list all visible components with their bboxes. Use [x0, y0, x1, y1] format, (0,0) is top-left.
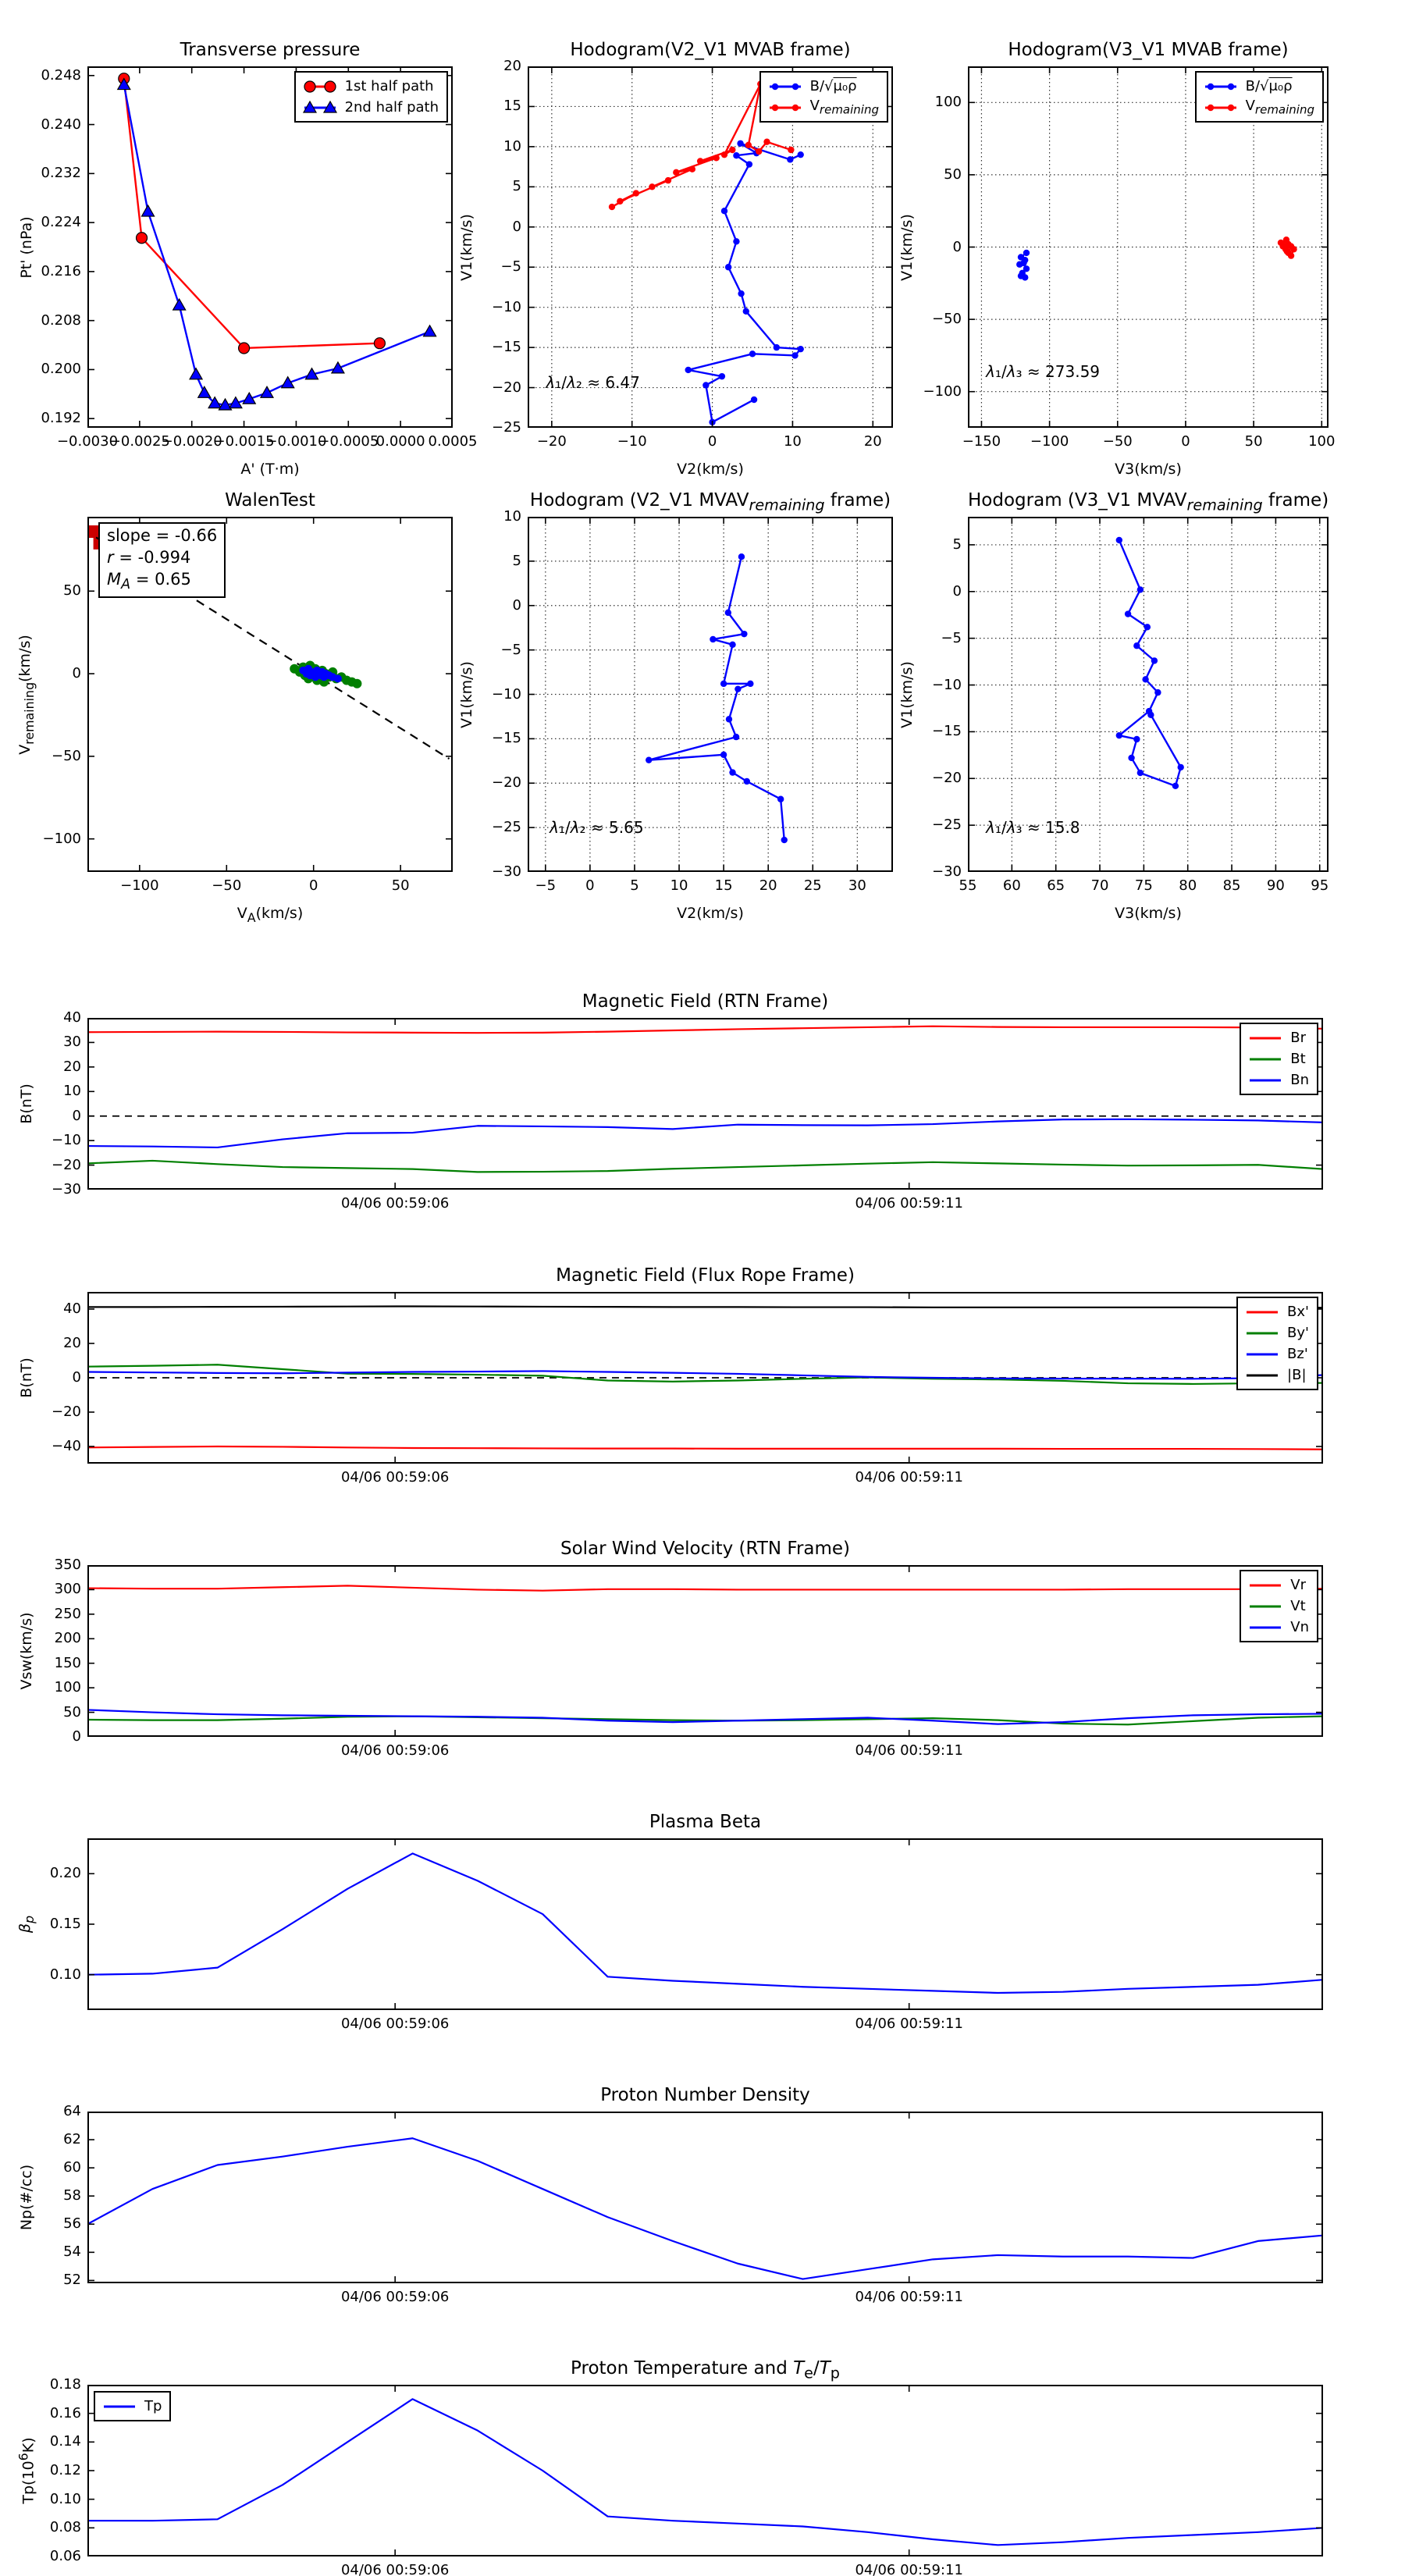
hodogram-v3v1-mvab-ytick: −50 [932, 311, 962, 328]
legend-label: Tp [144, 2398, 162, 2414]
proton-temp-ytick: 0.14 [49, 2433, 81, 2450]
hodogram-v2v1-mvab-ytick: −15 [492, 339, 521, 356]
transverse-pressure-ytick: 0.232 [41, 165, 81, 182]
mag-rtn-ytick: 10 [63, 1083, 81, 1100]
vsw-rtn-ytick: 300 [54, 1581, 81, 1598]
hodogram-v2v1-mvab-ytick: −10 [492, 298, 521, 315]
legend-label: Br [1290, 1030, 1306, 1046]
plasma-beta-plot-area [87, 1838, 1323, 2010]
hodogram-v2v1-mvav-ytick: 0 [512, 596, 521, 614]
vsw-rtn-xtick: 04/06 00:59:11 [855, 1742, 963, 1759]
mag-fluxrope-ytick: 40 [63, 1300, 81, 1317]
legend-label: $V_{remaining}$ [809, 98, 879, 117]
hodogram-v2v1-mvab-annotation: λ₁/λ₂ ≈ 6.47 [546, 372, 640, 392]
hodogram-v2v1-mvab-xtick: 10 [783, 433, 802, 450]
proton-temp-ytick: 0.10 [49, 2490, 81, 2507]
hodogram-v3v1-mvav-ylabel: V1(km/s) [898, 660, 916, 728]
hodogram-v2v1-mvab-title: Hodogram(V2_V1 MVAB frame) [570, 40, 851, 60]
vsw-rtn-ytick: 150 [54, 1654, 81, 1671]
hodogram-v2v1-mvab-ytick: 5 [512, 178, 521, 195]
plasma-beta-title: Plasma Beta [649, 1812, 762, 1832]
legend-label: B/√μ₀ρ [1245, 78, 1293, 94]
mag-rtn-ytick: −30 [52, 1181, 81, 1197]
hodogram-v2v1-mvav-xlabel: V2(km/s) [677, 905, 744, 922]
proton-density-xtick: 04/06 00:59:11 [855, 2289, 963, 2305]
hodogram-v3v1-mvab-ytick: 50 [944, 165, 962, 183]
proton-density-ytick: 52 [63, 2272, 81, 2289]
hodogram-v3v1-mvav-ytick: −15 [932, 723, 962, 740]
proton-temp-ytick: 0.16 [49, 2404, 81, 2421]
hodogram-v2v1-mvab-xlabel: V2(km/s) [677, 461, 744, 478]
proton-temp-plot-area [87, 2385, 1323, 2556]
proton-density-ylabel: Np(#/cc) [18, 2164, 35, 2231]
transverse-pressure-ytick: 0.192 [41, 410, 81, 427]
vsw-rtn-ytick: 250 [54, 1605, 81, 1622]
walen-test-ytick: 0 [72, 665, 81, 682]
transverse-pressure-xtick: −0.0010 [265, 433, 327, 450]
legend-label: By' [1287, 1325, 1309, 1341]
transverse-pressure-ytick: 0.224 [41, 214, 81, 231]
proton-density-ytick: 56 [63, 2215, 81, 2233]
hodogram-v3v1-mvav-xtick: 55 [959, 877, 977, 894]
proton-temp-xtick: 04/06 00:59:11 [855, 2562, 963, 2576]
walen-test-ytick: 50 [63, 582, 81, 600]
transverse-pressure-ytick: 0.240 [41, 116, 81, 133]
hodogram-v3v1-mvav-ytick: 0 [952, 582, 962, 600]
hodogram-v3v1-mvav-annotation: λ₁/λ₃ ≈ 15.8 [986, 817, 1080, 837]
legend-label: $V_{remaining}$ [1245, 98, 1314, 117]
hodogram-v3v1-mvab-ylabel: V1(km/s) [898, 213, 916, 281]
proton-density-xtick: 04/06 00:59:06 [340, 2289, 450, 2305]
hodogram-v3v1-mvav-xtick: 60 [1002, 877, 1021, 894]
transverse-pressure-ytick: 0.216 [41, 262, 81, 279]
legend-label: Bz' [1287, 1346, 1308, 1362]
transverse-pressure-title: Transverse pressure [180, 40, 361, 60]
transverse-pressure-ytick: 0.248 [41, 66, 81, 84]
hodogram-v2v1-mvav-title: Hodogram (V2_V1 $MVAV_{remaining}$ frame) [529, 490, 891, 514]
legend-label: Bt [1290, 1051, 1306, 1067]
mag-fluxrope-xtick: 04/06 00:59:11 [855, 1469, 963, 1485]
vsw-rtn-xtick: 04/06 00:59:06 [340, 1742, 450, 1759]
transverse-pressure-xtick: −0.0020 [161, 433, 222, 450]
hodogram-v3v1-mvab-ytick: 0 [952, 238, 962, 255]
transverse-pressure-xlabel: A' (T·m) [240, 461, 300, 478]
proton-density-ytick: 62 [63, 2131, 81, 2148]
mag-fluxrope-title: Magnetic Field (Flux Rope Frame) [556, 1265, 855, 1286]
hodogram-v3v1-mvab-annotation: λ₁/λ₃ ≈ 273.59 [986, 361, 1101, 381]
hodogram-v3v1-mvav-xtick: 95 [1311, 877, 1329, 894]
proton-density-ytick: 58 [63, 2187, 81, 2204]
hodogram-v3v1-mvav-ytick: −30 [932, 863, 962, 880]
hodogram-v2v1-mvab-xtick: 20 [863, 433, 882, 450]
hodogram-v2v1-mvav-ytick: −30 [492, 863, 521, 880]
mag-fluxrope-ytick: −40 [52, 1438, 81, 1454]
hodogram-v2v1-mvab-ytick: 20 [503, 58, 521, 74]
transverse-pressure-ytick: 0.208 [41, 311, 81, 329]
proton-density-ytick: 64 [63, 2103, 81, 2119]
mag-rtn-xtick: 04/06 00:59:06 [340, 1195, 450, 1212]
hodogram-v2v1-mvab-ytick: 0 [512, 218, 521, 235]
hodogram-v2v1-mvav-xtick: 20 [759, 877, 777, 894]
hodogram-v3v1-mvav-xtick: 90 [1266, 877, 1285, 894]
vsw-rtn-ytick: 0 [72, 1728, 81, 1745]
mag-rtn-ylabel: B(nT) [18, 1083, 35, 1124]
legend-label: 1st half path [344, 78, 434, 94]
hodogram-v3v1-mvav-ytick: −20 [932, 770, 962, 787]
vsw-rtn-ylabel: Vsw(km/s) [18, 1612, 35, 1690]
hodogram-v3v1-mvav-xlabel: V3(km/s) [1115, 905, 1182, 922]
mag-rtn-ytick: 20 [63, 1058, 81, 1075]
hodogram-v2v1-mvav-ytick: −25 [492, 819, 521, 836]
transverse-pressure-plot-area [87, 66, 453, 428]
hodogram-v2v1-mvav-ytick: −20 [492, 774, 521, 792]
legend-label: |B| [1287, 1367, 1307, 1383]
hodogram-v2v1-mvav-ytick: −5 [500, 641, 521, 658]
hodogram-v3v1-mvav-ytick: −10 [932, 676, 962, 693]
hodogram-v2v1-mvab-ytick: 10 [503, 137, 521, 155]
proton-density-plot-area [87, 2112, 1323, 2283]
walen-test-stats-box: slope = -0.66 r = -0.994 $M_A = 0.65$ [98, 522, 226, 598]
hodogram-v3v1-mvab-xlabel: V3(km/s) [1115, 461, 1182, 478]
transverse-pressure-xtick: 0.0000 [375, 433, 425, 450]
hodogram-v3v1-mvab-title: Hodogram(V3_V1 MVAB frame) [1008, 40, 1289, 60]
vsw-rtn-title: Solar Wind Velocity (RTN Frame) [560, 1539, 851, 1559]
hodogram-v2v1-mvab-ytick: −25 [492, 419, 521, 436]
proton-temp-ytick: 0.06 [49, 2548, 81, 2564]
hodogram-v3v1-mvav-xtick: 80 [1179, 877, 1197, 894]
hodogram-v3v1-mvab-ytick: 100 [934, 94, 962, 111]
vsw-rtn-ytick: 100 [54, 1679, 81, 1696]
hodogram-v2v1-mvab-xtick: −20 [536, 433, 567, 450]
hodogram-v2v1-mvab-xtick: −10 [617, 433, 647, 450]
mag-fluxrope-xtick: 04/06 00:59:06 [340, 1469, 450, 1485]
hodogram-v2v1-mvab-ytick: −5 [500, 258, 521, 276]
hodogram-v3v1-mvab-xtick: −100 [1030, 433, 1069, 450]
hodogram-v3v1-mvav-xtick: 70 [1090, 877, 1109, 894]
proton-density-ytick: 54 [63, 2243, 81, 2261]
hodogram-v3v1-mvav-xtick: 65 [1047, 877, 1065, 894]
hodogram-v2v1-mvav-xtick: 25 [803, 877, 822, 894]
plasma-beta-ytick: 0.15 [49, 1916, 81, 1932]
transverse-pressure-ylabel: Pt' (nPa) [18, 215, 35, 279]
hodogram-v2v1-mvav-ytick: 10 [503, 508, 521, 525]
mag-fluxrope-ylabel: B(nT) [18, 1357, 35, 1398]
hodogram-v2v1-mvav-annotation: λ₁/λ₂ ≈ 5.65 [550, 817, 644, 837]
hodogram-v3v1-mvab-xtick: −150 [962, 433, 1001, 450]
mag-fluxrope-ytick: −20 [52, 1404, 81, 1420]
hodogram-v3v1-mvab-xtick: −50 [1102, 433, 1133, 450]
proton-temp-ytick: 0.12 [49, 2462, 81, 2478]
hodogram-v2v1-mvav-xtick: 10 [670, 877, 688, 894]
hodogram-v2v1-mvav-xtick: 15 [714, 877, 733, 894]
mag-rtn-title: Magnetic Field (RTN Frame) [582, 991, 829, 1012]
plasma-beta-ytick: 0.20 [49, 1865, 81, 1882]
transverse-pressure-xtick: −0.0015 [213, 433, 275, 450]
mag-rtn-ytick: −10 [52, 1132, 81, 1149]
mag-rtn-xtick: 04/06 00:59:11 [855, 1195, 963, 1212]
proton-temp-ylabel: $Tp(10^6K)$ [16, 2437, 37, 2504]
proton-density-title: Proton Number Density [600, 2085, 810, 2105]
plasma-beta-xtick: 04/06 00:59:06 [340, 2016, 450, 2032]
transverse-pressure-xtick: −0.0025 [108, 433, 170, 450]
walen-test-xtick: −100 [120, 877, 159, 894]
hodogram-v3v1-mvav-title: Hodogram (V3_V1 $MVAV_{remaining}$ frame) [968, 490, 1329, 514]
vsw-rtn-ytick: 50 [63, 1703, 81, 1720]
hodogram-v2v1-mvav-xtick: 0 [585, 877, 595, 894]
hodogram-v3v1-mvav-ytick: −5 [941, 629, 962, 646]
walen-test-ytick: −50 [52, 747, 81, 764]
proton-temp-ytick: 0.18 [49, 2376, 81, 2393]
walen-test-ytick: −100 [42, 830, 81, 847]
hodogram-v2v1-mvab-xtick: 0 [707, 433, 717, 450]
plasma-beta-xtick: 04/06 00:59:11 [855, 2016, 963, 2032]
hodogram-v2v1-mvab-ytick: 15 [503, 98, 521, 115]
hodogram-v3v1-mvav-xtick: 75 [1134, 877, 1153, 894]
hodogram-v3v1-mvab-xtick: 50 [1244, 433, 1263, 450]
legend-label: 2nd half path [344, 99, 439, 116]
plasma-beta-ytick: 0.10 [49, 1966, 81, 1983]
hodogram-v3v1-mvav-xtick: 85 [1222, 877, 1241, 894]
hodogram-v2v1-mvab-ylabel: V1(km/s) [458, 213, 475, 281]
transverse-pressure-xtick: −0.0005 [318, 433, 379, 450]
legend-label: Vn [1290, 1619, 1309, 1635]
hodogram-v2v1-mvav-ylabel: V1(km/s) [458, 660, 475, 728]
legend-label: Bn [1290, 1072, 1309, 1088]
mag-fluxrope-ytick: 0 [72, 1369, 81, 1386]
hodogram-v2v1-mvav-ytick: 5 [512, 552, 521, 569]
walen-test-xlabel: $V_A(km/s)$ [237, 905, 304, 925]
legend-label: B/√μ₀ρ [809, 78, 857, 94]
walen-test-title: WalenTest [225, 490, 315, 511]
hodogram-v2v1-mvab-ytick: −20 [492, 379, 521, 396]
mag-fluxrope-plot-area [87, 1292, 1323, 1464]
legend-label: Vr [1290, 1577, 1306, 1593]
hodogram-v2v1-mvav-ytick: −15 [492, 730, 521, 747]
vsw-rtn-ytick: 350 [54, 1557, 81, 1573]
mag-rtn-plot-area [87, 1018, 1323, 1190]
transverse-pressure-ytick: 0.200 [41, 361, 81, 378]
mag-rtn-ytick: 40 [63, 1009, 81, 1026]
walen-test-ylabel: $V_{remaining}(km/s)$ [16, 634, 37, 755]
hodogram-v2v1-mvav-xtick: −5 [535, 877, 557, 894]
transverse-pressure-xtick: −0.0030 [56, 433, 119, 450]
plasma-beta-ylabel: $\beta_p$ [16, 1915, 37, 1934]
hodogram-v3v1-mvav-ytick: 5 [952, 535, 962, 553]
proton-density-ytick: 60 [63, 2159, 81, 2176]
transverse-pressure-xtick: 0.0005 [428, 433, 478, 450]
hodogram-v3v1-mvav-ytick: −25 [932, 817, 962, 834]
proton-temp-ytick: 0.08 [49, 2519, 81, 2536]
vsw-rtn-plot-area [87, 1565, 1323, 1737]
vsw-rtn-ytick: 200 [54, 1630, 81, 1647]
legend-label: Bx' [1287, 1304, 1309, 1320]
hodogram-v2v1-mvav-ytick: −10 [492, 685, 521, 703]
mag-fluxrope-ytick: 20 [63, 1335, 81, 1351]
walen-test-xtick: 50 [391, 877, 410, 894]
hodogram-v3v1-mvab-xtick: 0 [1181, 433, 1190, 450]
walen-test-xtick: −50 [212, 877, 242, 894]
hodogram-v3v1-mvab-xtick: 100 [1308, 433, 1336, 450]
walen-test-xtick: 0 [308, 877, 318, 894]
hodogram-v3v1-mvab-ytick: −100 [923, 382, 962, 400]
legend-label: Vt [1290, 1598, 1306, 1614]
hodogram-v2v1-mvav-xtick: 5 [630, 877, 639, 894]
proton-temp-xtick: 04/06 00:59:06 [340, 2562, 450, 2576]
proton-temp-title: Proton Temperature and $T_e/T_p$ [571, 2358, 840, 2382]
hodogram-v2v1-mvav-xtick: 30 [848, 877, 866, 894]
mag-rtn-ytick: 0 [72, 1107, 81, 1124]
mag-rtn-ytick: 30 [63, 1034, 81, 1051]
mag-rtn-ytick: −20 [52, 1156, 81, 1173]
